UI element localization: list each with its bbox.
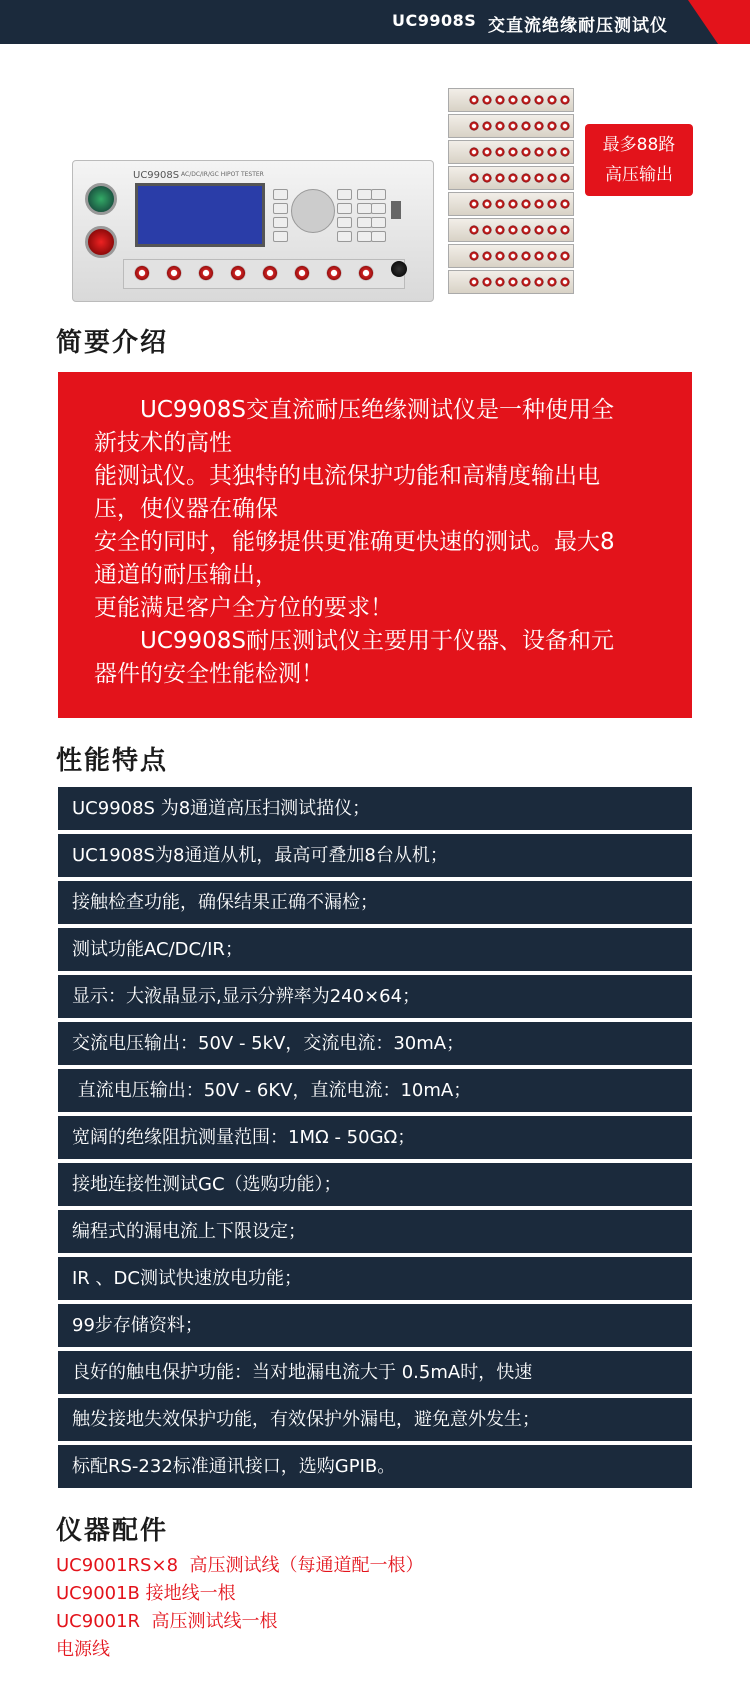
green-start-button-icon [85, 183, 117, 215]
product-image-main-unit [72, 160, 434, 302]
intro-line: 通道的耐压输出， [94, 562, 278, 588]
intro-box [58, 372, 692, 718]
jack-icon [534, 173, 544, 183]
jack-icon [469, 251, 479, 261]
feature-item: 良好的触电保护功能：当对地漏电流大于 0.5mA时，快速 [58, 1351, 692, 1394]
features-list [58, 787, 692, 1492]
jack-icon [534, 251, 544, 261]
jack-icon [482, 199, 492, 209]
jack-icon [547, 173, 557, 183]
feature-item: 显示：大液晶显示,显示分辨率为240×64； [58, 975, 692, 1018]
intro-line: 压，使仪器在确保 [94, 496, 278, 522]
header-title: 交直流绝缘耐压测试仪 [488, 16, 668, 36]
jack-icon [469, 147, 479, 157]
jack-icon [547, 147, 557, 157]
slave-unit-icon [448, 218, 574, 242]
slave-unit-icon [448, 192, 574, 216]
jack-icon [294, 265, 310, 281]
jack-icon [495, 147, 505, 157]
feature-item: 编程式的漏电流上下限设定； [58, 1210, 692, 1253]
keypad-key-icon [337, 203, 352, 214]
knob-icon [391, 261, 407, 277]
accessory-item: 电源线 [56, 1639, 110, 1660]
slave-unit-icon [448, 114, 574, 138]
jack-icon [508, 121, 518, 131]
jack-icon [560, 121, 570, 131]
keypad-key-icon [273, 231, 288, 242]
intro-line: 能测试仪。其独特的电流保护功能和高精度输出电 [94, 463, 600, 489]
jack-icon [495, 277, 505, 287]
jack-icon [560, 147, 570, 157]
keypad-key-icon [357, 203, 372, 214]
jack-icon [482, 95, 492, 105]
jack-icon [469, 95, 479, 105]
jack-icon [508, 199, 518, 209]
usb-port-icon [391, 201, 401, 219]
device-brand: UC9908S [133, 170, 180, 181]
jack-icon [521, 147, 531, 157]
accessories-heading: 仪器配件 [56, 1516, 169, 1546]
jack-icon [560, 251, 570, 261]
header-model: UC9908S [392, 11, 477, 30]
jack-icon [547, 95, 557, 105]
jack-icon [560, 95, 570, 105]
keypad-key-icon [371, 217, 386, 228]
max-channels-badge [585, 124, 693, 196]
jack-icon [508, 251, 518, 261]
jack-icon [508, 173, 518, 183]
jack-icon [521, 251, 531, 261]
keypad-key-icon [337, 217, 352, 228]
keypad-key-icon [371, 231, 386, 242]
accessory-item: UC9001RS×8 高压测试线（每通道配一根） [56, 1555, 424, 1576]
jack-icon [469, 199, 479, 209]
jack-icon [469, 277, 479, 287]
jack-icon [547, 121, 557, 131]
jack-icon [262, 265, 278, 281]
red-stop-button-icon [85, 226, 117, 258]
jack-icon [508, 147, 518, 157]
jack-icon [469, 225, 479, 235]
feature-item: 直流电压输出：50V - 6KV，直流电流：10mA； [58, 1069, 692, 1112]
jack-icon [198, 265, 214, 281]
feature-item: 接地连接性测试GC（选购功能）； [58, 1163, 692, 1206]
intro-line: UC9908S交直流耐压绝缘测试仪是一种使用全 [94, 397, 615, 423]
intro-heading: 简要介绍 [56, 328, 169, 358]
keypad-key-icon [371, 189, 386, 200]
feature-item: UC9908S 为8通道高压扫测试描仪； [58, 787, 692, 830]
jack-icon [469, 173, 479, 183]
feature-item: 宽阔的绝缘阻抗测量范围：1MΩ - 50GΩ； [58, 1116, 692, 1159]
features-heading: 性能特点 [56, 746, 169, 776]
feature-item: 接触检查功能，确保结果正确不漏检； [58, 881, 692, 924]
output-jacks-icon [123, 259, 405, 289]
jack-icon [547, 251, 557, 261]
keypad-key-icon [371, 203, 386, 214]
jack-icon [482, 147, 492, 157]
accessory-item: UC9001B 接地线一根 [56, 1583, 236, 1604]
jack-icon [482, 173, 492, 183]
jack-icon [495, 225, 505, 235]
intro-line: 新技术的高性 [94, 430, 232, 456]
slave-unit-icon [448, 244, 574, 268]
jack-icon [508, 277, 518, 287]
badge-line-2: 高压输出 [605, 165, 673, 185]
jack-icon [560, 173, 570, 183]
slave-unit-icon [448, 166, 574, 190]
intro-line: UC9908S耐压测试仪主要用于仪器、设备和元 [94, 628, 615, 654]
jack-icon [560, 277, 570, 287]
keypad-key-icon [273, 203, 288, 214]
jack-icon [230, 265, 246, 281]
jack-icon [326, 265, 342, 281]
feature-item: UC1908S为8通道从机，最高可叠加8台从机； [58, 834, 692, 877]
header-accent [688, 0, 750, 44]
jack-icon [508, 225, 518, 235]
keypad-key-icon [357, 189, 372, 200]
badge-line-1: 最多88路 [602, 135, 676, 155]
product-image-slave-stack [448, 88, 574, 302]
jack-icon [521, 199, 531, 209]
lcd-display-icon [135, 183, 265, 247]
jack-icon [495, 173, 505, 183]
feature-item: 触发接地失效保护功能，有效保护外漏电，避免意外发生； [58, 1398, 692, 1441]
slave-unit-icon [448, 88, 574, 112]
jack-icon [495, 95, 505, 105]
keypad-key-icon [337, 231, 352, 242]
jack-icon [495, 199, 505, 209]
feature-item: 99步存储资料； [58, 1304, 692, 1347]
jack-icon [534, 277, 544, 287]
feature-item: 标配RS-232标准通讯接口，选购GPIB。 [58, 1445, 692, 1488]
keypad-key-icon [357, 231, 372, 242]
accessories-list [56, 1552, 423, 1664]
jack-icon [166, 265, 182, 281]
jack-icon [534, 225, 544, 235]
jack-icon [482, 225, 492, 235]
feature-item: IR 、DC测试快速放电功能； [58, 1257, 692, 1300]
jack-icon [521, 121, 531, 131]
jack-icon [358, 265, 374, 281]
dpad-icon [291, 189, 335, 233]
accessory-item: UC9001R 高压测试线一根 [56, 1611, 278, 1632]
jack-icon [482, 251, 492, 261]
device-brand-subtitle: AC/DC/IR/GC HIPOT TESTER [181, 171, 264, 178]
jack-icon [534, 147, 544, 157]
jack-icon [521, 95, 531, 105]
jack-icon [508, 95, 518, 105]
jack-icon [469, 121, 479, 131]
intro-line: 安全的同时，能够提供更准确更快速的测试。最大8 [94, 529, 615, 555]
jack-icon [482, 277, 492, 287]
jack-icon [560, 225, 570, 235]
jack-icon [534, 95, 544, 105]
jack-icon [547, 199, 557, 209]
feature-item: 交流电压输出：50V - 5kV，交流电流：30mA； [58, 1022, 692, 1065]
keypad-key-icon [357, 217, 372, 228]
jack-icon [521, 225, 531, 235]
intro-line: 更能满足客户全方位的要求！ [94, 595, 393, 621]
jack-icon [521, 173, 531, 183]
jack-icon [534, 121, 544, 131]
slave-unit-icon [448, 140, 574, 164]
jack-icon [495, 251, 505, 261]
jack-icon [534, 199, 544, 209]
jack-icon [495, 121, 505, 131]
feature-item: 测试功能AC/DC/IR； [58, 928, 692, 971]
keypad-key-icon [337, 189, 352, 200]
jack-icon [482, 121, 492, 131]
jack-icon [521, 277, 531, 287]
jack-icon [560, 199, 570, 209]
jack-icon [547, 225, 557, 235]
header-bar [0, 0, 750, 44]
keypad-key-icon [273, 189, 288, 200]
keypad-key-icon [273, 217, 288, 228]
intro-line: 器件的安全性能检测！ [94, 661, 324, 687]
jack-icon [547, 277, 557, 287]
jack-icon [134, 265, 150, 281]
slave-unit-icon [448, 270, 574, 294]
